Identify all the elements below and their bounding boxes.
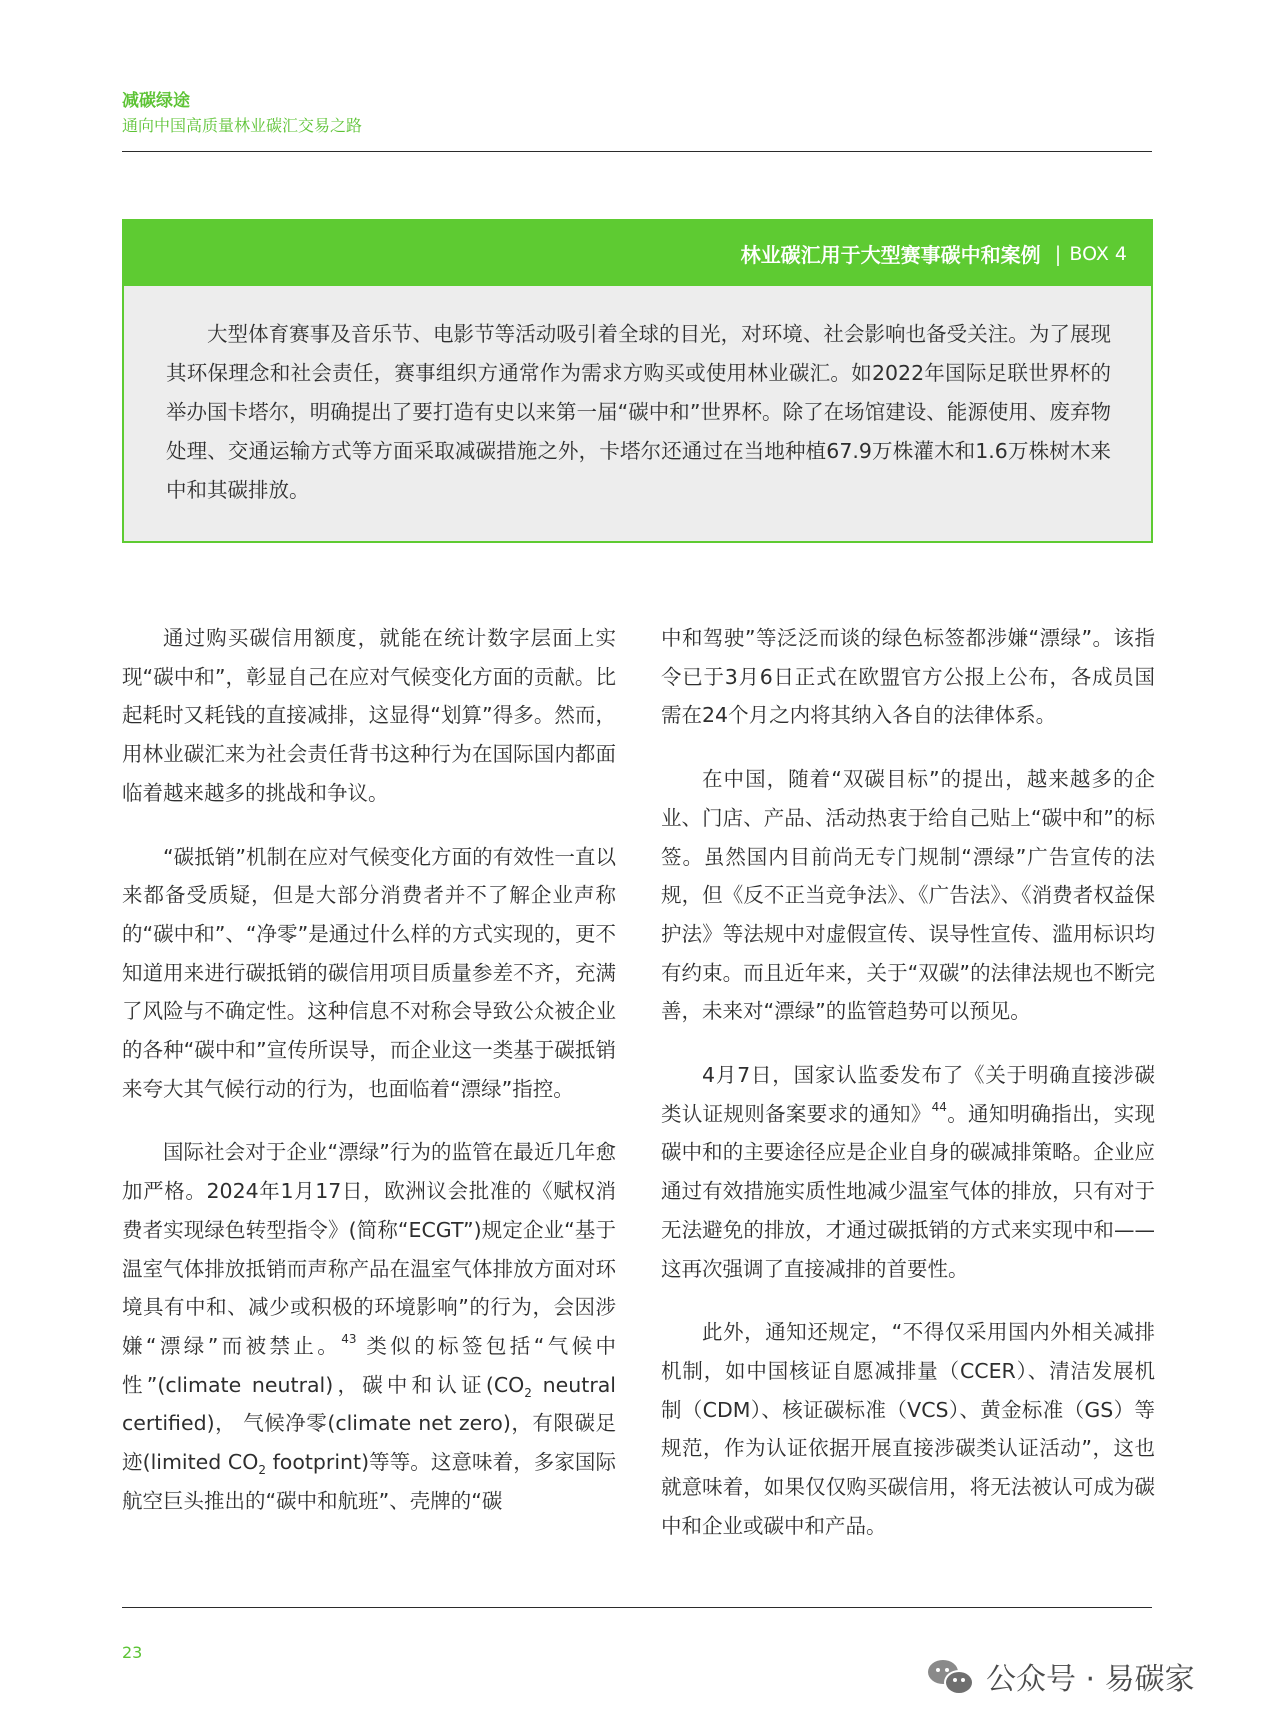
right-column: [661, 619, 1155, 1570]
case-box-separator: |: [1054, 241, 1062, 266]
paragraph: “碳抵销”机制在应对气候变化方面的有效性一直以来都备受质疑，但是大部分消费者并不了解企业声称的“碳中和”、“净零”是通过什么样的方式实现的，更不知道用来进行碳抵销的碳信用项目质量参差不齐，充满了风险与不确定性。这种信息不对称会导致公众被企业的各种“碳中和”宣传所误导，而企业这一类基于碳抵销来夸大其气候行动的行为，也面临着“漂绿”指控。: [122, 844, 616, 1101]
watermark-text: 公众号 · 易碳家: [986, 1662, 1195, 1697]
document-title: 减碳绿途: [122, 91, 190, 111]
footnote-ref: 44: [931, 1099, 947, 1114]
wechat-icon: [928, 1658, 972, 1694]
paragraph-text: 国际社会对于企业“漂绿”行为的监管在最近几年愈加严格。2024年1月17日，欧洲议会批准的《赋权消费者实现绿色转型指令》(简称“ECGT”)规定企业“基于温室气体排放抵销而声称产品在温室气体排放方面对环境具有中和、减少或积极的环境影响”的行为，会因涉嫌“漂绿”而被禁止。: [122, 1140, 616, 1358]
paragraph-text: 。通知明确指出，实现碳中和的主要途径应是企业自身的碳减排策略。企业应通过有效措施实质性地减少温室气体的排放，只有对于无法避免的排放，才通过碳抵销的方式来实现中和——这再次强调了直接减排的首要性。: [661, 1101, 1156, 1281]
paragraph: 此外，通知还规定，“不得仅采用国内外相关减排机制，如中国核证自愿减排量（CCER）、清洁发展机制（CDM）、核证碳标准（VCS）、黄金标准（GS）等规范，作为认证依据开展直接涉碳类认证活动”，这也就意味着，如果仅仅购买碳信用，将无法被认可成为碳中和企业或碳中和产品。: [661, 1320, 1155, 1538]
case-box-title: 林业碳汇用于大型赛事碳中和案例: [740, 243, 1041, 267]
case-box-body: 大型体育赛事及音乐节、电影节等活动吸引着全球的目光，对环境、社会影响也备受关注。为了展现其环保理念和社会责任，赛事组织方通常作为需求方购买或使用林业碳汇。如2022年国际足联世界杯的举办国卡塔尔，明确提出了要打造有史以来第一届“碳中和”世界杯。除了在场馆建设、能源使用、废弃物处理、交通运输方式等方面采取减碳措施之外，卡塔尔还通过在当地种植67.9万株灌木和1.6万株树木来中和其碳排放。: [166, 322, 1111, 502]
left-column: [122, 619, 616, 1545]
paragraph-text: 类似的标签包括“气候中性”(climate neutral)，碳中和认证(CO: [122, 1333, 616, 1397]
paragraph: [661, 1056, 1155, 1288]
subscript: 2: [524, 1385, 532, 1400]
watermark: [928, 1654, 1195, 1698]
paragraph-continued: 中和驾驶”等泛泛而谈的绿色标签都涉嫌“漂绿”。该指令已于3月6日正式在欧盟官方公报上公布，各成员国需在24个月之内将其纳入各自的法律体系。: [661, 626, 1155, 728]
footer-divider: [122, 1607, 1152, 1608]
paragraph: 在中国，随着“双碳目标”的提出，越来越多的企业、门店、产品、活动热衷于给自己贴上“碳中和”的标签。虽然国内目前尚无专门规制“漂绿”广告宣传的法规，但《反不正当竞争法》、《广告法》、《消费者权益保护法》等法规中对虚假宣传、误导性宣传、滥用标识均有约束。而且近年来，关于“双碳”的法律法规也不断完善，未来对“漂绿”的监管趋势可以预见。: [661, 767, 1155, 1024]
paragraph: [122, 1133, 616, 1520]
footnote-ref: 43: [341, 1332, 357, 1347]
paragraph-text: footprint)等等。这意味着，多家国际航空巨头推出的“碳中和航班”、壳牌的“碳: [122, 1450, 616, 1513]
subscript: 2: [258, 1463, 266, 1478]
document-subtitle: 通向中国高质量林业碳汇交易之路: [122, 116, 363, 135]
page-header: [122, 90, 1152, 137]
page-number: 23: [122, 1643, 143, 1662]
paragraph-text: 4月7日，国家认监委发布了《关于明确直接涉碳类认证规则备案要求的通知》: [661, 1063, 1155, 1126]
case-box-header: [124, 221, 1151, 286]
case-box: [122, 219, 1153, 543]
header-divider: [122, 151, 1152, 152]
paragraph: 通过购买碳信用额度，就能在统计数字层面上实现“碳中和”，彰显自己在应对气候变化方面的贡献。比起耗时又耗钱的直接减排，这显得“划算”得多。然而，用林业碳汇来为社会责任背书这种行为在国际国内都面临着越来越多的挑战和争议。: [122, 626, 616, 805]
paragraph-text: neutral certified)， 气候净零(climate net zero)，有限碳足迹(limited CO: [122, 1372, 617, 1475]
case-box-tag: BOX 4: [1069, 242, 1127, 265]
